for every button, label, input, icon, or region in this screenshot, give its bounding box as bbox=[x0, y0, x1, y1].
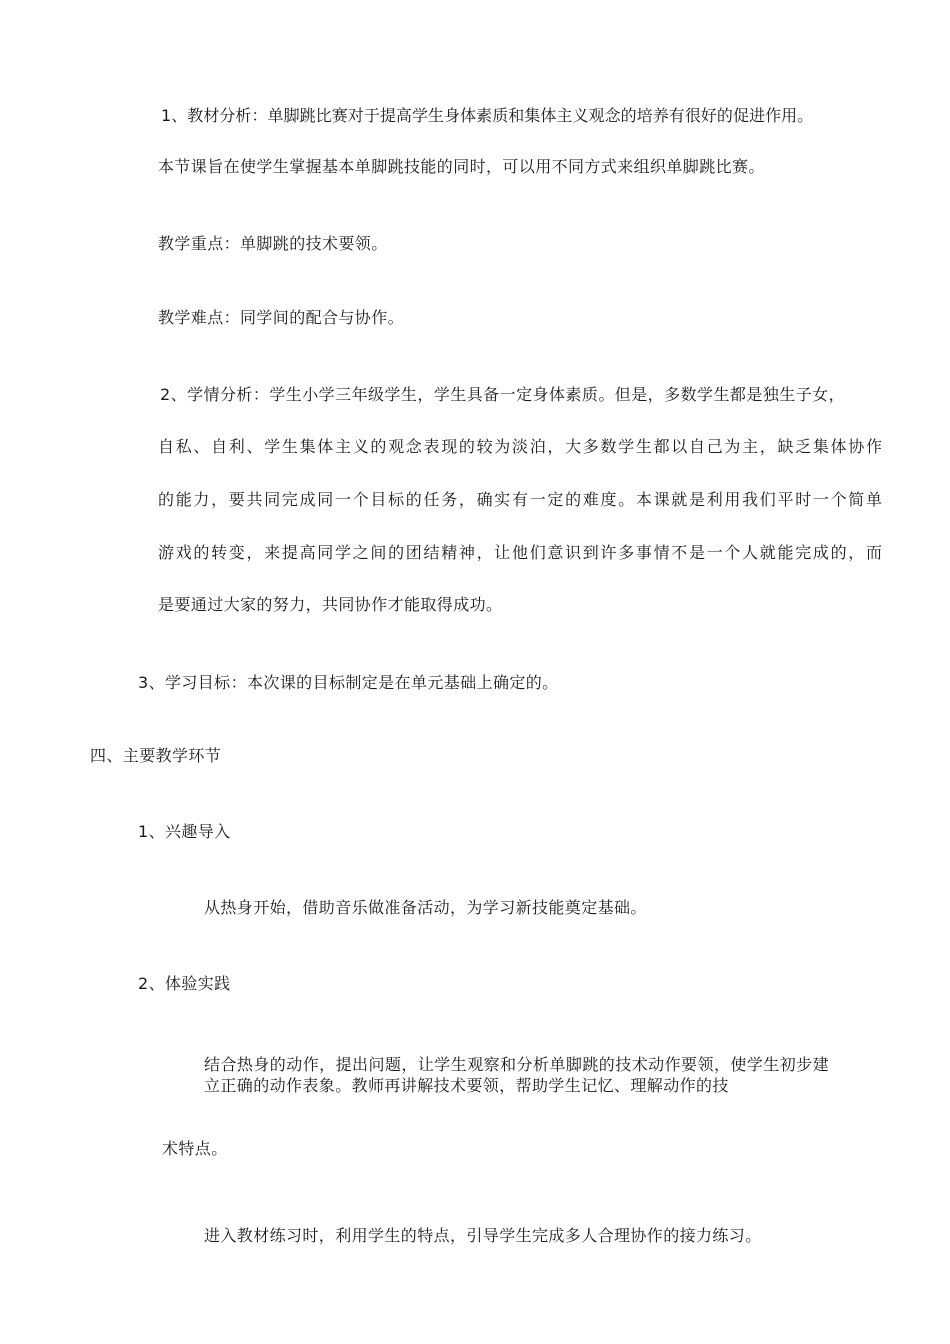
step-2-body-line-2: 立正确的动作表象。教师再讲解技术要领，帮助学生记忆、理解动作的技 bbox=[204, 1076, 729, 1095]
main-teaching-steps-heading: 四、主要教学环节 bbox=[90, 746, 222, 765]
student-analysis-line-2: 自私、自利、学生集体主义的观念表现的较为淡泊，大多数学生都以自己为主，缺乏集体协作 bbox=[158, 437, 884, 456]
step-1-body: 从热身开始，借助音乐做准备活动，为学习新技能奠定基础。 bbox=[204, 898, 647, 917]
teaching-key-point: 教学重点：单脚跳的技术要领。 bbox=[158, 234, 388, 253]
teaching-material-analysis-line-2: 本节课旨在使学生掌握基本单脚跳技能的同时，可以用不同方式来组织单脚跳比赛。 bbox=[158, 157, 765, 176]
step-2-body-line-3: 术特点。 bbox=[162, 1139, 228, 1158]
student-analysis-line-4: 游戏的转变，来提高同学之间的团结精神，让他们意识到许多事情不是一个人就能完成的，而 bbox=[158, 543, 884, 562]
student-analysis-line-1: 2、学情分析：学生小学三年级学生，学生具备一定身体素质。但是，多数学生都是独生子女， bbox=[160, 385, 846, 404]
step-2-title: 2、体验实践 bbox=[138, 974, 231, 993]
student-analysis-line-5: 是要通过大家的努力，共同协作才能取得成功。 bbox=[158, 595, 503, 614]
step-2-body-line-1: 结合热身的动作，提出问题，让学生观察和分析单脚跳的技术动作要领，使学生初步建 bbox=[204, 1055, 830, 1074]
step-1-title: 1、兴趣导入 bbox=[138, 822, 231, 841]
step-2-body-paragraph-2: 进入教材练习时，利用学生的特点，引导学生完成多人合理协作的接力练习。 bbox=[204, 1226, 762, 1245]
student-analysis-line-3: 的能力，要共同完成同一个目标的任务，确实有一定的难度。本课就是利用我们平时一个简单 bbox=[158, 490, 884, 509]
teaching-difficulty: 教学难点：同学间的配合与协作。 bbox=[158, 308, 405, 327]
learning-goal: 3、学习目标：本次课的目标制定是在单元基础上确定的。 bbox=[138, 673, 559, 692]
teaching-material-analysis-line-1: 1、教材分析：单脚跳比赛对于提高学生身体素质和集体主义观念的培养有很好的促进作用。 bbox=[161, 106, 814, 125]
